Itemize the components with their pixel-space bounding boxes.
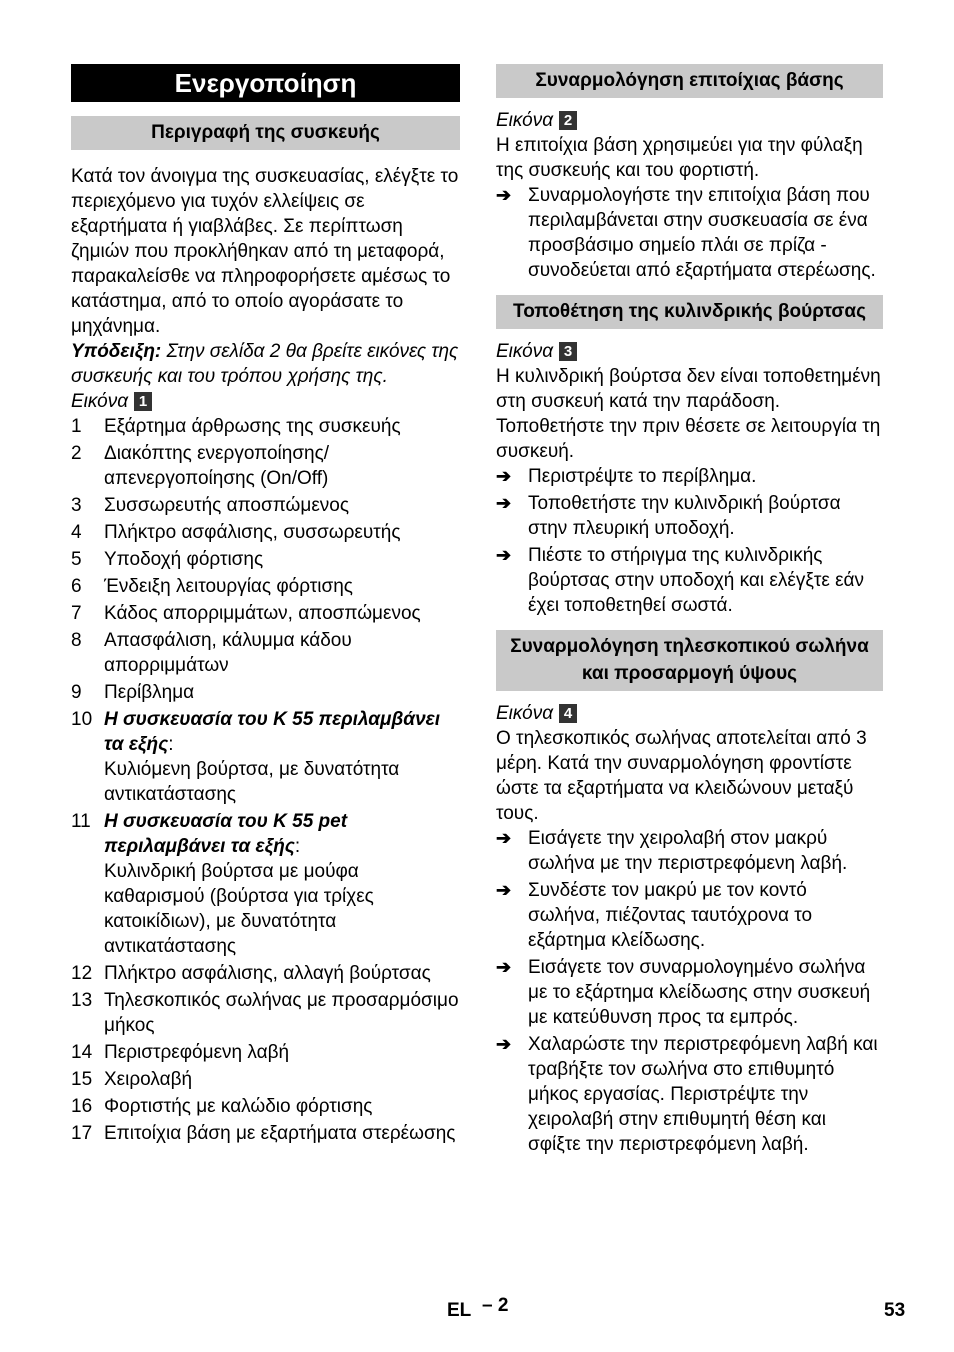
figure-number-badge: 4 [559,704,577,723]
item-rest-text: Κυλινδρική βούρτσα με μούφα καθαρισμού (βούρτσα για τρίχες κατοικίδιων), με δυνατότητα αντικατάστασης [104,861,374,957]
footer-section-number: – 2 [482,1295,509,1316]
item-number: 11 [71,811,91,832]
arrow-right-icon: ➔ [496,1034,512,1054]
figure-ref-3 [496,339,883,364]
item-number: 8 [71,630,82,651]
list-item [71,414,460,439]
item-text: Χειρολαβή [104,1069,193,1090]
item-text [104,809,460,959]
item-text: Απασφάλιση, κάλυμμα κάδου απορριμμάτων [104,630,352,676]
step-text: Εισάγετε τον συναρμολογημένο σωλήνα με το εξάρτημα κλείδωσης στην συσκευή με κατεύθυνση προς τα εμπρός. [528,957,871,1028]
step-item [496,464,883,489]
step-text: Περιστρέψτε το περίβλημα. [528,466,757,487]
list-item [71,1067,460,1092]
item-text: Περιστρεφόμενη λαβή [104,1042,290,1063]
step-item [496,1032,883,1157]
list-item [71,988,460,1038]
figure-label: Εικόνα [496,341,554,362]
item-number: 6 [71,576,82,597]
item-number: 12 [71,963,93,984]
roller-brush-paragraph: Η κυλινδρική βούρτσα δεν είναι τοποθετημένη στη συσκευή κατά την παράδοση. Τοποθετήστε την πριν θέσετε σε λειτουργία τη συσκευή. [496,366,881,462]
figure-label: Εικόνα [71,391,129,412]
item-number: 17 [71,1123,93,1144]
list-item [71,1094,460,1119]
item-text: Κάδος απορριμμάτων, αποσπώμενος [104,603,421,624]
list-item [71,574,460,599]
item-text: Εξάρτημα άρθρωσης της συσκευής [104,416,401,437]
item-number: 16 [71,1096,93,1117]
figure-number-badge: 1 [134,392,152,411]
list-item [71,809,460,959]
step-text: Συνδέστε τον μακρύ με τον κοντό σωλήνα, πιέζοντας ταυτόχρονα το εξάρτημα κλείδωσης. [528,880,813,951]
list-item [71,520,460,545]
arrow-right-icon: ➔ [496,828,512,848]
footer-language-code: EL [447,1300,472,1321]
page-title: Ενεργοποίηση [71,64,460,102]
item-text: Συσσωρευτής αποσπώμενος [104,495,350,516]
step-text: Τοποθετήστε την κυλινδρική βούρτσα στην πλευρική υποδοχή. [528,493,841,539]
item-bold-text: Η συσκευασία του K 55 pet περιλαμβάνει τα εξής [104,811,348,857]
step-text: Πιέστε το στήριγμα της κυλινδρικής βούρτσας στην υποδοχή και ελέγξτε εάν έχει τοποθετηθεί σωστά. [528,545,865,616]
figure-ref-2 [496,108,883,133]
note-label: Υπόδειξη: [71,341,162,362]
item-number: 9 [71,682,82,703]
figure-ref-1 [71,389,460,414]
list-item [71,1040,460,1065]
section-heading-roller-brush: Τοποθέτηση της κυλινδρικής βούρτσας [496,295,883,329]
figure-label: Εικόνα [496,703,554,724]
item-text [104,707,460,807]
figure-ref-4 [496,701,883,726]
item-number: 7 [71,603,82,624]
step-text: Εισάγετε την χειρολαβή στον μακρύ σωλήνα με την περιστρεφόμενη λαβή. [528,828,848,874]
arrow-right-icon: ➔ [496,957,512,977]
list-item [71,547,460,572]
item-colon: : [168,734,174,755]
wall-mount-steps [496,183,883,283]
item-number: 10 [71,709,93,730]
figure-label: Εικόνα [496,110,554,131]
note-text: Στην σελίδα 2 θα βρείτε εικόνες της συσκευής και του τρόπου χρήσης της. [71,341,459,387]
left-column [71,64,460,1148]
roller-brush-steps [496,464,883,618]
item-text: Τηλεσκοπικός σωλήνας με προσαρμόσιμο μήκος [104,990,459,1036]
list-item [71,707,460,807]
item-text: Ένδειξη λειτουργίας φόρτισης [104,576,353,597]
parts-list [71,414,460,705]
item-number: 5 [71,549,82,570]
list-item [71,961,460,986]
list-item [71,628,460,678]
step-item [496,955,883,1030]
item-rest-text: Κυλιόμενη βούρτσα, με δυνατότητα αντικατάστασης [104,759,400,805]
arrow-right-icon: ➔ [496,493,512,513]
section-heading-wall-mount: Συναρμολόγηση επιτοίχιας βάσης [496,64,883,98]
note-paragraph [71,339,460,389]
item-number: 13 [71,990,93,1011]
figure-number-badge: 2 [559,111,577,130]
step-item [496,183,883,283]
step-item [496,878,883,953]
list-item [71,601,460,626]
parts-list-continued [71,961,460,1146]
list-item [71,680,460,705]
item-number: 1 [71,416,82,437]
intro-paragraph: Κατά τον άνοιγμα της συσκευασίας, ελέγξτε το περιεχόμενο για τυχόν ελλείψεις σε εξαρτήματα ή γιαβλάβες. Σε περίπτωση ζημιών που προκλήθηκαν από τη μεταφορά, παρακαλείσθε να πληροφορήσετε αμέσως το κατάστημα, από το οποίο αγοράσατε το μηχάνημα. [71,166,459,337]
item-number: 3 [71,495,82,516]
telescopic-tube-paragraph: Ο τηλεσκοπικός σωλήνας αποτελείται από 3 μέρη. Κατά την συναρμολόγηση φροντίστε ώστε τα εξαρτήματα να κλειδώνουν μεταξύ τους. [496,728,867,824]
item-text: Υποδοχή φόρτισης [104,549,264,570]
arrow-right-icon: ➔ [496,545,512,565]
item-number: 2 [71,443,82,464]
item-text: Φορτιστής με καλώδιο φόρτισης [104,1096,373,1117]
list-item [71,441,460,491]
item-number: 15 [71,1069,93,1090]
telescopic-tube-steps [496,826,883,1157]
list-item [71,493,460,518]
arrow-right-icon: ➔ [496,880,512,900]
step-item [496,491,883,541]
step-text: Χαλαρώστε την περιστρεφόμενη λαβή και τραβήξτε τον σωλήνα στο επιθυμητό μήκος εργασίας. Περιστρέψτε την χειρολαβή στην επιθυμητή θέση και σφίξτε την περιστρεφόμενη λαβή. [528,1034,878,1155]
step-item [496,543,883,618]
item-colon: : [294,836,301,857]
item-number: 14 [71,1042,93,1063]
list-item [71,1121,460,1146]
item-text: Διακόπτης ενεργοποίησης/ απενεργοποίησης (On/Off) [104,443,330,489]
section-heading-description: Περιγραφή της συσκευής [71,116,460,150]
item-bold-text: Η συσκευασία του K 55 περιλαμβάνει τα εξής [104,709,441,755]
item-text: Περίβλημα [104,682,195,703]
arrow-right-icon: ➔ [496,466,512,486]
item-text: Πλήκτρο ασφάλισης, συσσωρευτής [104,522,401,543]
footer-page-number: 53 [884,1300,906,1321]
item-number: 4 [71,522,82,543]
arrow-right-icon: ➔ [496,185,512,205]
figure-number-badge: 3 [559,342,577,361]
section-heading-telescopic-tube: Συναρμολόγηση τηλεσκοπικού σωλήνα και προσαρμογή ύψους [496,630,883,691]
item-text: Επιτοίχια βάση με εξαρτήματα στερέωσης [104,1123,456,1144]
step-text: Συναρμολογήστε την επιτοίχια βάση που περιλαμβάνεται στην συσκευασία σε ένα προσβάσιμο σημείο πλάι σε πρίζα - συνοδεύεται από εξαρτήματα στερέωσης. [528,185,876,281]
step-item [496,826,883,876]
item-text: Πλήκτρο ασφάλισης, αλλαγή βούρτσας [104,963,431,984]
wall-mount-paragraph: Η επιτοίχια βάση χρησιμεύει για την φύλαξη της συσκευής και του φορτιστή. [496,135,863,181]
right-column [496,64,883,1159]
